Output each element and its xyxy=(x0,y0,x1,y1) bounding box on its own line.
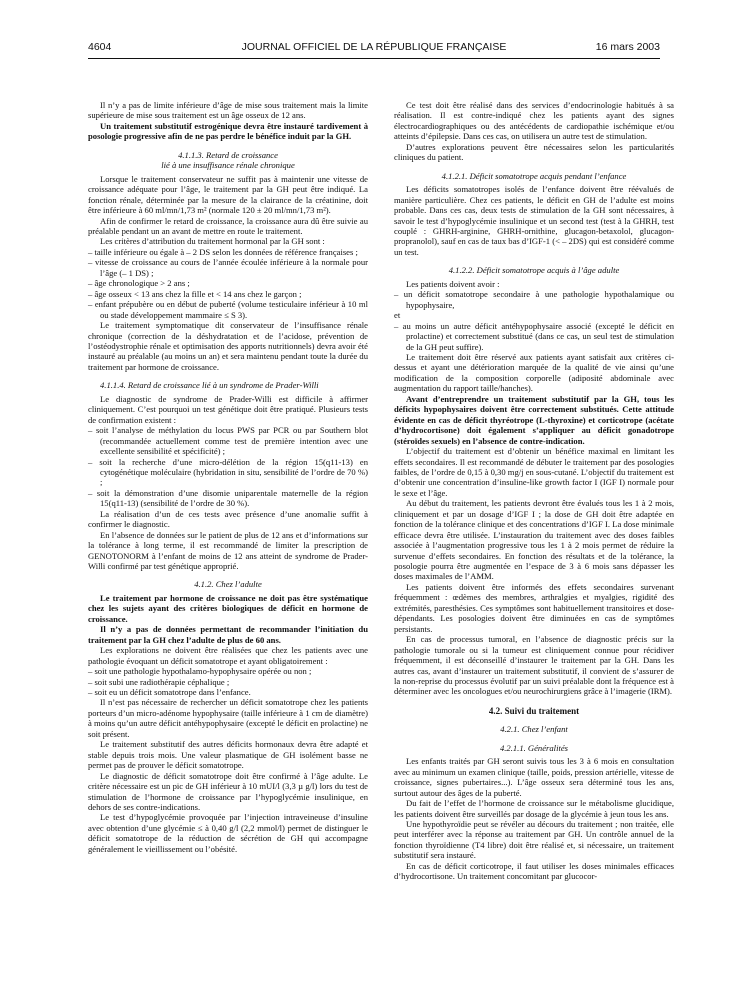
paragraph: En cas de processus tumoral, en l’absence de diagnostic précis sur la pathologie tumorale ou si la tumeur est cliniquement connue pour récidiver fréquemment, il est déconseillé d’instaurer le traitement par la GH. Dans les autres cas, avant d’instaurer un traitement substitutif, il convient de s’assurer de la non-reprise du processus évolutif par un suivi préalable dont la fréquence est à déterminer avec les oncologues et/ou neurochirurgiens grâce à l’imagerie (IRM). xyxy=(394,634,674,697)
list-item: – enfant prépubère ou en début de puberté (volume testiculaire inférieur à 10 ml ou stade développement mammaire ≤ S 3). xyxy=(88,299,368,320)
publication-date: 16 mars 2003 xyxy=(595,41,660,53)
paragraph: Le diagnostic de déficit somatotrope doit être confirmé à l’âge adulte. Le critère nécessaire est un pic de GH inférieur à 10 mUI/l (3,3 µ g/l) lors du test de stimulation de l’hormone de croissance par l’hypoglycémie insulinique, en dehors de ses contre-indications. xyxy=(88,770,368,812)
section-heading-4113 xyxy=(88,150,368,171)
paragraph: Une hypothyroïdie peut se révéler au décours du traitement ; non traitée, elle peut interférer avec la réponse au traitement par GH. Un contrôle annuel de la fonction thyroïdienne (T4 libre) doit être réalisé et, si nécessaire, un traitement substitutif sera instauré. xyxy=(394,819,674,861)
paragraph: Le diagnostic de syndrome de Prader-Willi est difficile à affirmer cliniquement. C’est pourquoi un test génétique doit être pratiqué. Plusieurs tests de confirmation existent : xyxy=(88,393,368,425)
paragraph: D’autres explorations peuvent être nécessaires selon les particularités cliniques du patient. xyxy=(394,141,674,163)
header-rule xyxy=(88,58,660,59)
paragraph-bold: Il n’y a pas de données permettant de recommander l’initiation du traitement par la GH chez l’adulte de plus de 60 ans. xyxy=(88,624,368,645)
paragraph: En cas de déficit corticotrope, il faut utiliser les doses minimales efficaces d’hydrocortisone. Un traitement concomitant par glucocor- xyxy=(394,860,674,882)
left-column xyxy=(88,100,368,854)
list-item: – soit une pathologie hypothalamo-hypophysaire opérée ou non ; xyxy=(88,666,312,677)
paragraph: L’objectif du traitement est d’obtenir un bénéfice maximal en limitant les effets secondaires. Il est recommandé de débuter le traitement par des posologies faibles, de l’ordre de 0,15 à 0,30 mg/j en sous-cutané. L’objectif du traitement est d’obtenir une concentration d’insuline-like growth factor I (IGF I) normale pour le sexe et l’âge. xyxy=(394,446,674,498)
requirements-list xyxy=(394,289,674,310)
paragraph: Il n’est pas nécessaire de rechercher un déficit somatotrope chez les patients porteurs d’un micro-adénome hypophysaire (taille inférieure à 1 cm de diamètre) à moins qu’un autre déficit antéhypophysaire (excepté le déficit en prolactine) ne soit présent. xyxy=(88,697,368,739)
tests-list xyxy=(88,425,368,509)
paragraph: Le traitement symptomatique dit conservateur de l’insuffisance rénale chronique (correction de la déshydratation et de l’acidose, prévention de l’ostéodystrophie rénale et optimisation des apports nutritionnels) devra avoir été instauré au préalable (au moins un an) et sera maintenu pendant toute la durée du traitement par hormone de croissance. xyxy=(88,320,368,372)
paragraph: Ce test doit être réalisé dans des services d’endocrinologie habitués à sa réalisation. Il est contre-indiqué chez les patients ayant des signes électrocardiographiques ou des antécédents de cardiopathie ischémique et/ou atteints d’épilepsie. Dans ces cas, on utilisera un autre test de stimulation. xyxy=(394,100,674,142)
paragraph: Les explorations ne doivent être réalisées que chez les patients avec une pathologie évoquant un déficit somatotrope et ayant obligatoirement : xyxy=(88,645,368,666)
list-item: – au moins un autre déficit antéhypophysaire associé (excepté le déficit en prolactine) et correctement substitué (dans ce cas, un seul test de stimulation de la GH peut suffire). xyxy=(394,320,674,352)
section-heading-4121: 4.1.2.1. Déficit somatotrope acquis pendant l’enfance xyxy=(441,170,627,181)
paragraph: Lorsque le traitement conservateur ne suffit pas à maintenir une vitesse de croissance adéquate pour l’âge, le traitement par la GH peut être indiqué. La fonction rénale, déterminée par la mesure de la clairance de la créatinine, doit être inférieure à 60 ml/mn/1,73 m² (normale 120 ± 20 ml/mn/1,73 m²). xyxy=(88,173,368,216)
conditions-list xyxy=(88,666,368,697)
paragraph: Il n’y a pas de limite inférieure d’âge de mise sous traitement mais la limite supérieure de mise sous traitement est un âge osseux de 12 ans. xyxy=(88,100,368,121)
list-item: – soit la recherche d’une micro-délétion de la région 15(q11-13) en cytogénétique moléculaire (hybridation in situ, sensibilité de l’ordre de 70 %) ; xyxy=(88,456,368,488)
criteria-list xyxy=(88,247,368,320)
conjunction: et xyxy=(394,310,401,321)
section-heading-line: 4.1.1.3. Retard de croissance xyxy=(178,149,278,160)
list-item: – âge chronologique > 2 ans ; xyxy=(88,278,190,289)
list-item: – vitesse de croissance au cours de l’année écoulée inférieure à la normale pour l’âge (– 1 DS) ; xyxy=(88,257,368,278)
section-heading-421: 4.2.1. Chez l’enfant xyxy=(500,724,568,735)
paragraph-bold: Le traitement par hormone de croissance ne doit pas être systématique chez les sujets ayant des critères biologiques de déficit en hormone de croissance. xyxy=(88,592,368,624)
requirements-list-2 xyxy=(394,321,674,352)
journal-title: JOURNAL OFFICIEL DE LA RÉPUBLIQUE FRANÇAISE xyxy=(241,41,507,53)
section-heading-4122: 4.1.2.2. Déficit somatotrope acquis à l’âge adulte xyxy=(448,265,620,276)
list-item: – âge osseux < 13 ans chez la fille et < 14 ans chez le garçon ; xyxy=(88,288,302,299)
list-item: – soit l’analyse de méthylation du locus PWS par PCR ou par Southern blot (recommandée actuellement comme test de première intention avec une excellente sensibilité et spécificité) ; xyxy=(88,425,368,457)
section-heading-412: 4.1.2. Chez l’adulte xyxy=(194,579,262,590)
paragraph: Au début du traitement, les patients devront être évalués tous les 1 à 2 mois, cliniquement et par un dosage d’IGF I ; la dose de GH doit être adaptée en fonction de la tolérance clinique et des concentrations d’IGF I. La dose minimale efficace devra être utilisée. L’instauration du traitement avec des doses faibles associée à l’augmentation progressive tous les 1 à 2 mois permet de réduire la survenue d’effets secondaires. En fonction des résultats et de la tolérance, la posologie pourra être augmentée en l’espace de 3 à 6 mois sans dépasser les doses maximales de l’AMM. xyxy=(394,498,674,582)
section-heading-line: lié à une insuffisance rénale chronique xyxy=(161,160,295,171)
paragraph-bold: Avant d’entreprendre un traitement substitutif par la GH, tous les déficits hypophysaires doivent être correctement substitués. Cette attitude évidente en cas de déficit thyréotrope (L-thyroxine) et corticotrope (acétate d’hydrocortisone) doit également s’appliquer au déficit gonadotrope (stéroïdes sexuels) en l’absence de contre-indication. xyxy=(394,393,674,446)
paragraph: La réalisation d’un de ces tests avec présence d’une anomalie suffit à confirmer le diagnostic. xyxy=(88,508,368,530)
paragraph: Les enfants traités par GH seront suivis tous les 3 à 6 mois en consultation avec au minimum un examen clinique (taille, poids, pression artérielle, vitesse de croissance, signes pubertaires...). L’âge osseux sera déterminé tous les ans, surtout autour des âges de la puberté. xyxy=(394,756,674,798)
list-item: – soit eu un déficit somatotrope dans l’enfance. xyxy=(88,687,251,698)
right-column xyxy=(394,100,674,882)
paragraph: Afin de confirmer le retard de croissance, la croissance aura dû être suivie au préalable pendant un an avant de mettre en route le traitement. xyxy=(88,215,368,236)
section-heading-4211: 4.2.1.1. Généralités xyxy=(499,742,569,753)
section-heading-42: 4.2. Suivi du traitement xyxy=(488,705,580,716)
list-item: – soit subi une radiothérapie céphalique ; xyxy=(88,676,230,687)
paragraph: Les patients doivent avoir : xyxy=(406,278,500,289)
list-item: – taille inférieure ou égale à – 2 DS selon les données de référence françaises ; xyxy=(88,246,358,257)
page-number: 4604 xyxy=(88,41,112,53)
paragraph: Les critères d’attribution du traitement hormonal par la GH sont : xyxy=(100,236,325,247)
paragraph: Le test d’hypoglycémie provoquée par l’injection intraveineuse d’insuline avec obtention d’une glycémie ≤ à 0,40 g/l (2,2 mmol/l) permet de distinguer le déficit somatotrope de la réduction de sécrétion de GH qui accompagne généralement le vieillissement ou l’obésité. xyxy=(88,812,368,854)
list-item: – soit la démonstration d’une disomie uniparentale maternelle de la région 15(q11-13) (sensibilité de l’ordre de 30 %). xyxy=(88,487,368,509)
section-heading-4114: 4.1.1.4. Retard de croissance lié à un syndrome de Prader-Willi xyxy=(100,380,319,391)
paragraph: Le traitement doit être réservé aux patients ayant satisfait aux critères ci-dessus et ayant une détérioration marquée de la qualité de vie ainsi qu’une modification de la composition corporelle (adiposité abdominale avec augmentation du rapport taille/hanches). xyxy=(394,351,674,394)
paragraph: En l’absence de données sur le patient de plus de 12 ans et d’informations sur la tolérance à long terme, il est recommandé de limiter la prescription de GENOTONORM à l’enfant de moins de 12 ans atteint de syndrome de Prader-Willi confirmé par test génétique approprié. xyxy=(88,529,368,572)
paragraph: Les patients doivent être informés des effets secondaires survenant fréquemment : œdèmes des membres, arthralgies et myalgies, rigidité des extrémités, paresthésies. Ces symptômes sont habituellement transitoires et dose-dépendants. Les posologies doivent être diminuées en cas de symptômes persistants. xyxy=(394,581,674,634)
paragraph: Les déficits somatotropes isolés de l’enfance doivent être réévalués de manière particulière. Chez ces patients, le déficit en GH de l’adulte est moins probable. Dans ces cas, deux tests de stimulation de la GH sont nécessaires, à savoir le test d’hypoglycémie insulinique et un second test (test à la GHRH, test couplé : GHRH-arginine, GHRH-ornithine, glucagon-betaxolol, glucagon-propranolol), sauf en cas de taux bas d’IGF-1 (< – 2DS) qui est considéré comme un test. xyxy=(394,184,675,257)
paragraph: Du fait de l’effet de l’hormone de croissance sur le métabolisme glucidique, les patients doivent être surveillés par dosage de la glycémie à jeun tous les ans. xyxy=(394,798,674,819)
paragraph: Le traitement substitutif des autres déficits hormonaux devra être adapté et stable depuis trois mois. Une valeur plasmatique de GH isolément basse ne permet pas de prouver le déficit somatotrope. xyxy=(88,739,368,771)
paragraph-bold: Un traitement substitutif estrogénique devra être instauré tardivement à posologie progressive afin de ne pas perdre le bénéfice induit par la GH. xyxy=(88,120,368,142)
list-item: – un déficit somatotrope secondaire à une pathologie hypothalamique ou hypophysaire, xyxy=(394,289,674,310)
